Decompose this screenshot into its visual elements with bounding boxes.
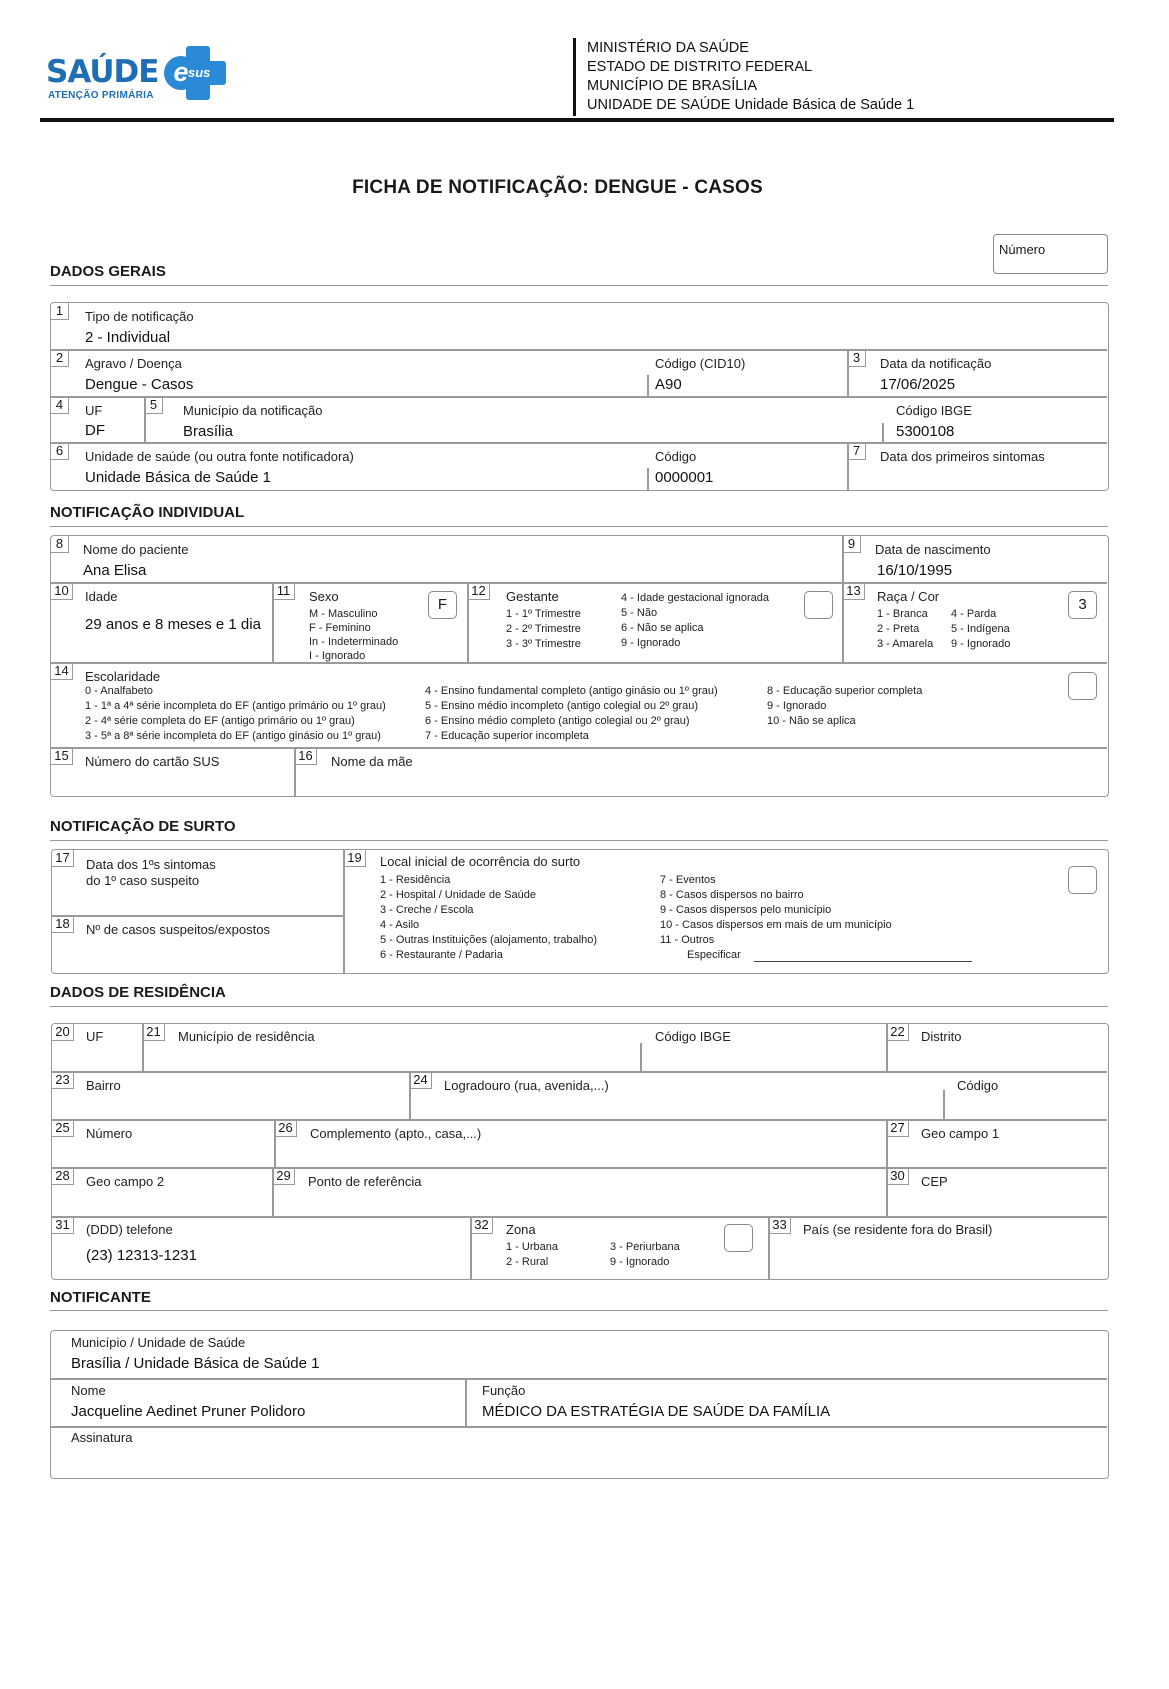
tipo-notificacao-value[interactable]: 2 - Individual [85,329,171,346]
document-title: FICHA DE NOTIFICAÇÃO: DENGUE - CASOS [352,177,763,198]
dados-residencia-frame [51,1023,1109,1280]
raca-option: 4 - Parda [951,608,997,620]
unidade-saude-label: Unidade de saúde (ou outra fonte notificadora) [85,449,354,464]
col-divider [647,375,649,396]
escolaridade-option: 9 - Ignorado [767,700,827,712]
field-number: 4 [51,397,69,414]
row-divider [51,662,1107,664]
local-surto-checkbox[interactable] [1068,866,1097,894]
gestante-label: Gestante [506,589,559,604]
field-number: 25 [52,1120,74,1137]
escolaridade-option: 3 - 5ª a 8ª série incompleta do EF (antigo ginásio ou 1º grau) [85,730,381,742]
row-divider [51,396,1107,398]
municipio-unidade-value[interactable]: Brasília / Unidade Básica de Saúde 1 [71,1355,320,1372]
local-option: 5 - Outras Instituições (alojamento, trabalho) [380,934,598,946]
cid-value[interactable]: A90 [655,376,682,393]
codigo-unidade-value[interactable]: 0000001 [655,469,714,486]
raca-cor-checkbox[interactable]: 3 [1068,591,1097,619]
escolaridade-label: Escolaridade [85,669,161,684]
escolaridade-col1 [85,684,386,744]
gestante-options-a [506,607,581,652]
local-option: 9 - Casos dispersos pelo município [660,904,832,916]
escolaridade-col3 [767,684,922,729]
escolaridade-option: 8 - Educação superior completa [767,685,923,697]
numero-label: Número [86,1126,133,1141]
col-divider [465,1378,467,1426]
local-option: 1 - Residência [380,874,451,886]
section-notificacao-surto: NOTIFICAÇÃO DE SURTO [50,818,236,835]
ponto-referencia-label: Ponto de referência [308,1174,422,1189]
municipio-residencia-label: Município de residência [178,1029,315,1044]
field-number: 18 [52,916,74,933]
codigo-logradouro-label: Código [957,1078,999,1093]
gestante-option: 9 - Ignorado [621,637,681,649]
escolaridade-option: 1 - 1ª a 4ª série incompleta do EF (antigo primário ou 1º grau) [85,700,386,712]
municipio-unidade-label: Município / Unidade de Saúde [71,1335,246,1350]
raca-option: 2 - Preta [877,623,920,635]
header-line: UNIDADE DE SAÚDE Unidade Básica de Saúde 1 [587,97,915,113]
escolaridade-option: 10 - Não se aplica [767,715,856,727]
col-divider [943,1090,945,1119]
municipio-notificacao-value[interactable]: Brasília [183,423,234,440]
header-institution [587,39,914,115]
section-rule [50,1006,1108,1007]
row-divider [51,747,1107,749]
section-dados-gerais: DADOS GERAIS [50,263,166,280]
row-divider [51,582,1107,584]
zona-option: 3 - Periurbana [610,1241,680,1253]
field-number: 33 [769,1217,791,1234]
ibge-residencia-label: Código IBGE [655,1029,731,1044]
row-divider [52,1167,1107,1169]
field-number: 6 [51,443,69,460]
escolaridade-option: 6 - Ensino médio completo (antigo colegial ou 2º grau) [425,715,690,727]
row-divider [51,1378,1107,1380]
label-line: do 1º caso suspeito [86,873,200,888]
header-line: MUNICÍPIO DE BRASÍLIA [587,78,758,94]
field-number: 5 [145,397,163,414]
field-number: 12 [468,583,490,600]
raca-option: 1 - Branca [877,608,928,620]
gestante-checkbox[interactable] [804,591,833,619]
section-notificante: NOTIFICANTE [50,1289,151,1306]
section-dados-residencia: DADOS DE RESIDÊNCIA [50,984,226,1001]
raca-option: 3 - Amarela [877,638,934,650]
section-notificacao-individual: NOTIFICAÇÃO INDIVIDUAL [50,504,245,521]
data-nascimento-label: Data de nascimento [875,542,991,557]
casos-suspeitos-label: Nº de casos suspeitos/expostos [86,922,270,937]
especificar-label: Especificar [687,949,741,961]
local-option: 6 - Restaurante / Padaria [380,949,503,961]
field-number: 13 [843,583,865,600]
telefone-value[interactable]: (23) 12313-1231 [86,1247,197,1264]
especificar-input[interactable] [754,961,972,962]
col-divider [882,423,884,442]
escolaridade-option: 2 - 4ª série completa do EF (antigo primário ou 1º grau) [85,715,355,727]
local-option: 3 - Creche / Escola [380,904,474,916]
data-notificacao-value[interactable]: 17/06/2025 [880,376,956,393]
row-divider [51,1426,1107,1428]
logo-sus: sus [188,65,211,80]
escolaridade-option: 7 - Educação superior incompleta [425,730,589,742]
local-surto-label: Local inicial de ocorrência do surto [380,854,581,869]
cid-label: Código (CID10) [655,356,746,371]
esus-logo [46,46,226,106]
sexo-option: In - Indeterminado [309,636,399,648]
escolaridade-option: 0 - Analfabeto [85,685,153,697]
unidade-saude-value[interactable]: Unidade Básica de Saúde 1 [85,469,271,486]
field-number: 11 [273,583,295,600]
raca-option: 5 - Indígena [951,623,1010,635]
escolaridade-checkbox[interactable] [1068,672,1097,700]
sexo-option: I - Ignorado [309,650,366,662]
funcao-value[interactable]: MÉDICO DA ESTRATÉGIA DE SAÚDE DA FAMÍLIA [482,1403,831,1420]
complemento-label: Complemento (apto., casa,...) [310,1126,482,1141]
local-option: 8 - Casos dispersos no bairro [660,889,804,901]
notificante-frame [50,1330,1109,1479]
zona-label: Zona [506,1222,536,1237]
field-number: 22 [887,1024,909,1041]
zona-checkbox[interactable] [724,1224,753,1252]
nome-notificante-label: Nome [71,1383,106,1398]
field-number: 10 [51,583,73,600]
local-option: 10 - Casos dispersos em mais de um município [660,919,892,931]
sexo-options [309,607,398,663]
geo-campo-2-label: Geo campo 2 [86,1174,165,1189]
field-number: 2 [51,350,69,367]
field-number: 23 [52,1072,74,1089]
data-sintomas-surto-label [86,857,216,889]
pais-label: País (se residente fora do Brasil) [803,1222,993,1237]
field-number: 7 [848,443,866,460]
distrito-label: Distrito [921,1029,962,1044]
field-number: 8 [51,536,69,553]
field-number: 21 [143,1024,165,1041]
numero-label: Número [999,242,1046,257]
zona-options-a [506,1240,558,1270]
dados-gerais-frame [50,302,1109,491]
field-number: 1 [51,303,69,320]
sexo-label: Sexo [309,589,339,604]
zona-option: 1 - Urbana [506,1241,558,1253]
local-surto-col1 [380,873,597,963]
gestante-option: 3 - 3º Trimestre [506,638,581,650]
notificacao-individual-frame [50,535,1109,797]
field-number: 9 [843,536,861,553]
col-divider [640,1043,642,1071]
section-rule [50,840,1108,841]
sexo-checkbox[interactable]: F [428,591,457,619]
label-line: Data dos 1ºs sintomas [86,857,216,872]
raca-cor-label: Raça / Cor [877,589,940,604]
gestante-option: 2 - 2º Trimestre [506,623,581,635]
local-option: 4 - Asilo [380,919,420,931]
raca-options-b [951,607,1010,652]
header-divider [573,38,576,116]
telefone-label: (DDD) telefone [86,1222,173,1237]
section-rule [50,1310,1108,1311]
assinatura-label: Assinatura [71,1430,133,1445]
field-number: 19 [344,850,366,867]
escolaridade-option: 5 - Ensino médio incompleto (antigo colegial ou 2º grau) [425,700,699,712]
gestante-option: 4 - Idade gestacional ignorada [621,592,769,604]
field-number: 27 [887,1120,909,1137]
codigo-unidade-label: Código [655,449,697,464]
zona-options-b [610,1240,680,1270]
local-option: 7 - Eventos [660,874,716,886]
ibge-label: Código IBGE [896,403,972,418]
agravo-label: Agravo / Doença [85,356,182,371]
nome-paciente-value[interactable]: Ana Elisa [83,562,147,579]
field-number: 28 [52,1168,74,1185]
sexo-option: M - Masculino [309,608,378,620]
agravo-value[interactable]: Dengue - Casos [85,376,194,393]
idade-value[interactable]: 29 anos e 8 meses e 1 dia [85,616,261,633]
header-line: MINISTÉRIO DA SAÚDE [587,40,749,56]
section-rule [50,285,1108,286]
escolaridade-col2 [425,684,718,744]
gestante-option: 1 - 1º Trimestre [506,608,581,620]
idade-label: Idade [85,589,118,604]
logradouro-label: Logradouro (rua, avenida,...) [444,1078,609,1093]
raca-option: 9 - Ignorado [951,638,1011,650]
local-option: 11 - Outros [660,934,715,946]
zona-option: 9 - Ignorado [610,1256,670,1268]
uf-residencia-label: UF [86,1029,104,1044]
data-primeiros-sintomas-label: Data dos primeiros sintomas [880,449,1045,464]
funcao-label: Função [482,1383,526,1398]
row-divider [52,1071,1107,1073]
field-number: 26 [275,1120,297,1137]
geo-campo-1-label: Geo campo 1 [921,1126,1000,1141]
field-number: 15 [51,748,73,765]
ibge-value[interactable]: 5300108 [896,423,955,440]
numero-field[interactable] [993,234,1108,274]
logo-subtitle: ATENÇÃO PRIMÁRIA [48,90,154,101]
uf-label: UF [85,403,103,418]
local-surto-col2 [660,873,892,948]
field-number: 32 [471,1217,493,1234]
bairro-label: Bairro [86,1078,121,1093]
field-number: 14 [51,663,73,680]
raca-options-a [877,607,933,652]
field-number: 20 [52,1024,74,1041]
logo-e-circle: e [164,56,198,90]
sexo-option: F - Feminino [309,622,371,634]
header-line: ESTADO DE DISTRITO FEDERAL [587,59,813,75]
field-number: 3 [848,350,866,367]
data-nascimento-value[interactable]: 16/10/1995 [877,562,953,579]
local-option: 2 - Hospital / Unidade de Saúde [380,889,536,901]
tipo-notificacao-label: Tipo de notificação [85,309,194,324]
nome-paciente-label: Nome do paciente [83,542,189,557]
logo-word: SAÚDE [46,54,159,90]
field-number: 16 [295,748,317,765]
escolaridade-option: 4 - Ensino fundamental completo (antigo ginásio ou 1º grau) [425,685,718,697]
row-divider [51,349,1107,351]
nome-notificante-value[interactable]: Jacqueline Aedinet Pruner Polidoro [71,1403,306,1420]
col-divider [343,850,345,973]
row-divider [52,1119,1107,1121]
notificacao-surto-frame [51,849,1109,974]
data-notificacao-label: Data da notificação [880,356,992,371]
nome-mae-label: Nome da mãe [331,754,413,769]
field-number: 24 [410,1072,432,1089]
row-divider [52,1216,1107,1218]
row-divider [51,442,1107,444]
zona-option: 2 - Rural [506,1256,549,1268]
cep-label: CEP [921,1174,948,1189]
municipio-notificacao-label: Município da notificação [183,403,323,418]
field-number: 29 [273,1168,295,1185]
row-divider [52,915,343,917]
section-rule [50,526,1108,527]
uf-value[interactable]: DF [85,422,105,439]
field-number: 30 [887,1168,909,1185]
field-number: 17 [52,850,74,867]
field-number: 31 [52,1217,74,1234]
header-rule [40,118,1114,122]
gestante-option: 5 - Não [621,607,658,619]
gestante-option: 6 - Não se aplica [621,622,704,634]
col-divider [647,468,649,490]
gestante-options-b [621,591,769,651]
cartao-sus-label: Número do cartão SUS [85,754,220,769]
